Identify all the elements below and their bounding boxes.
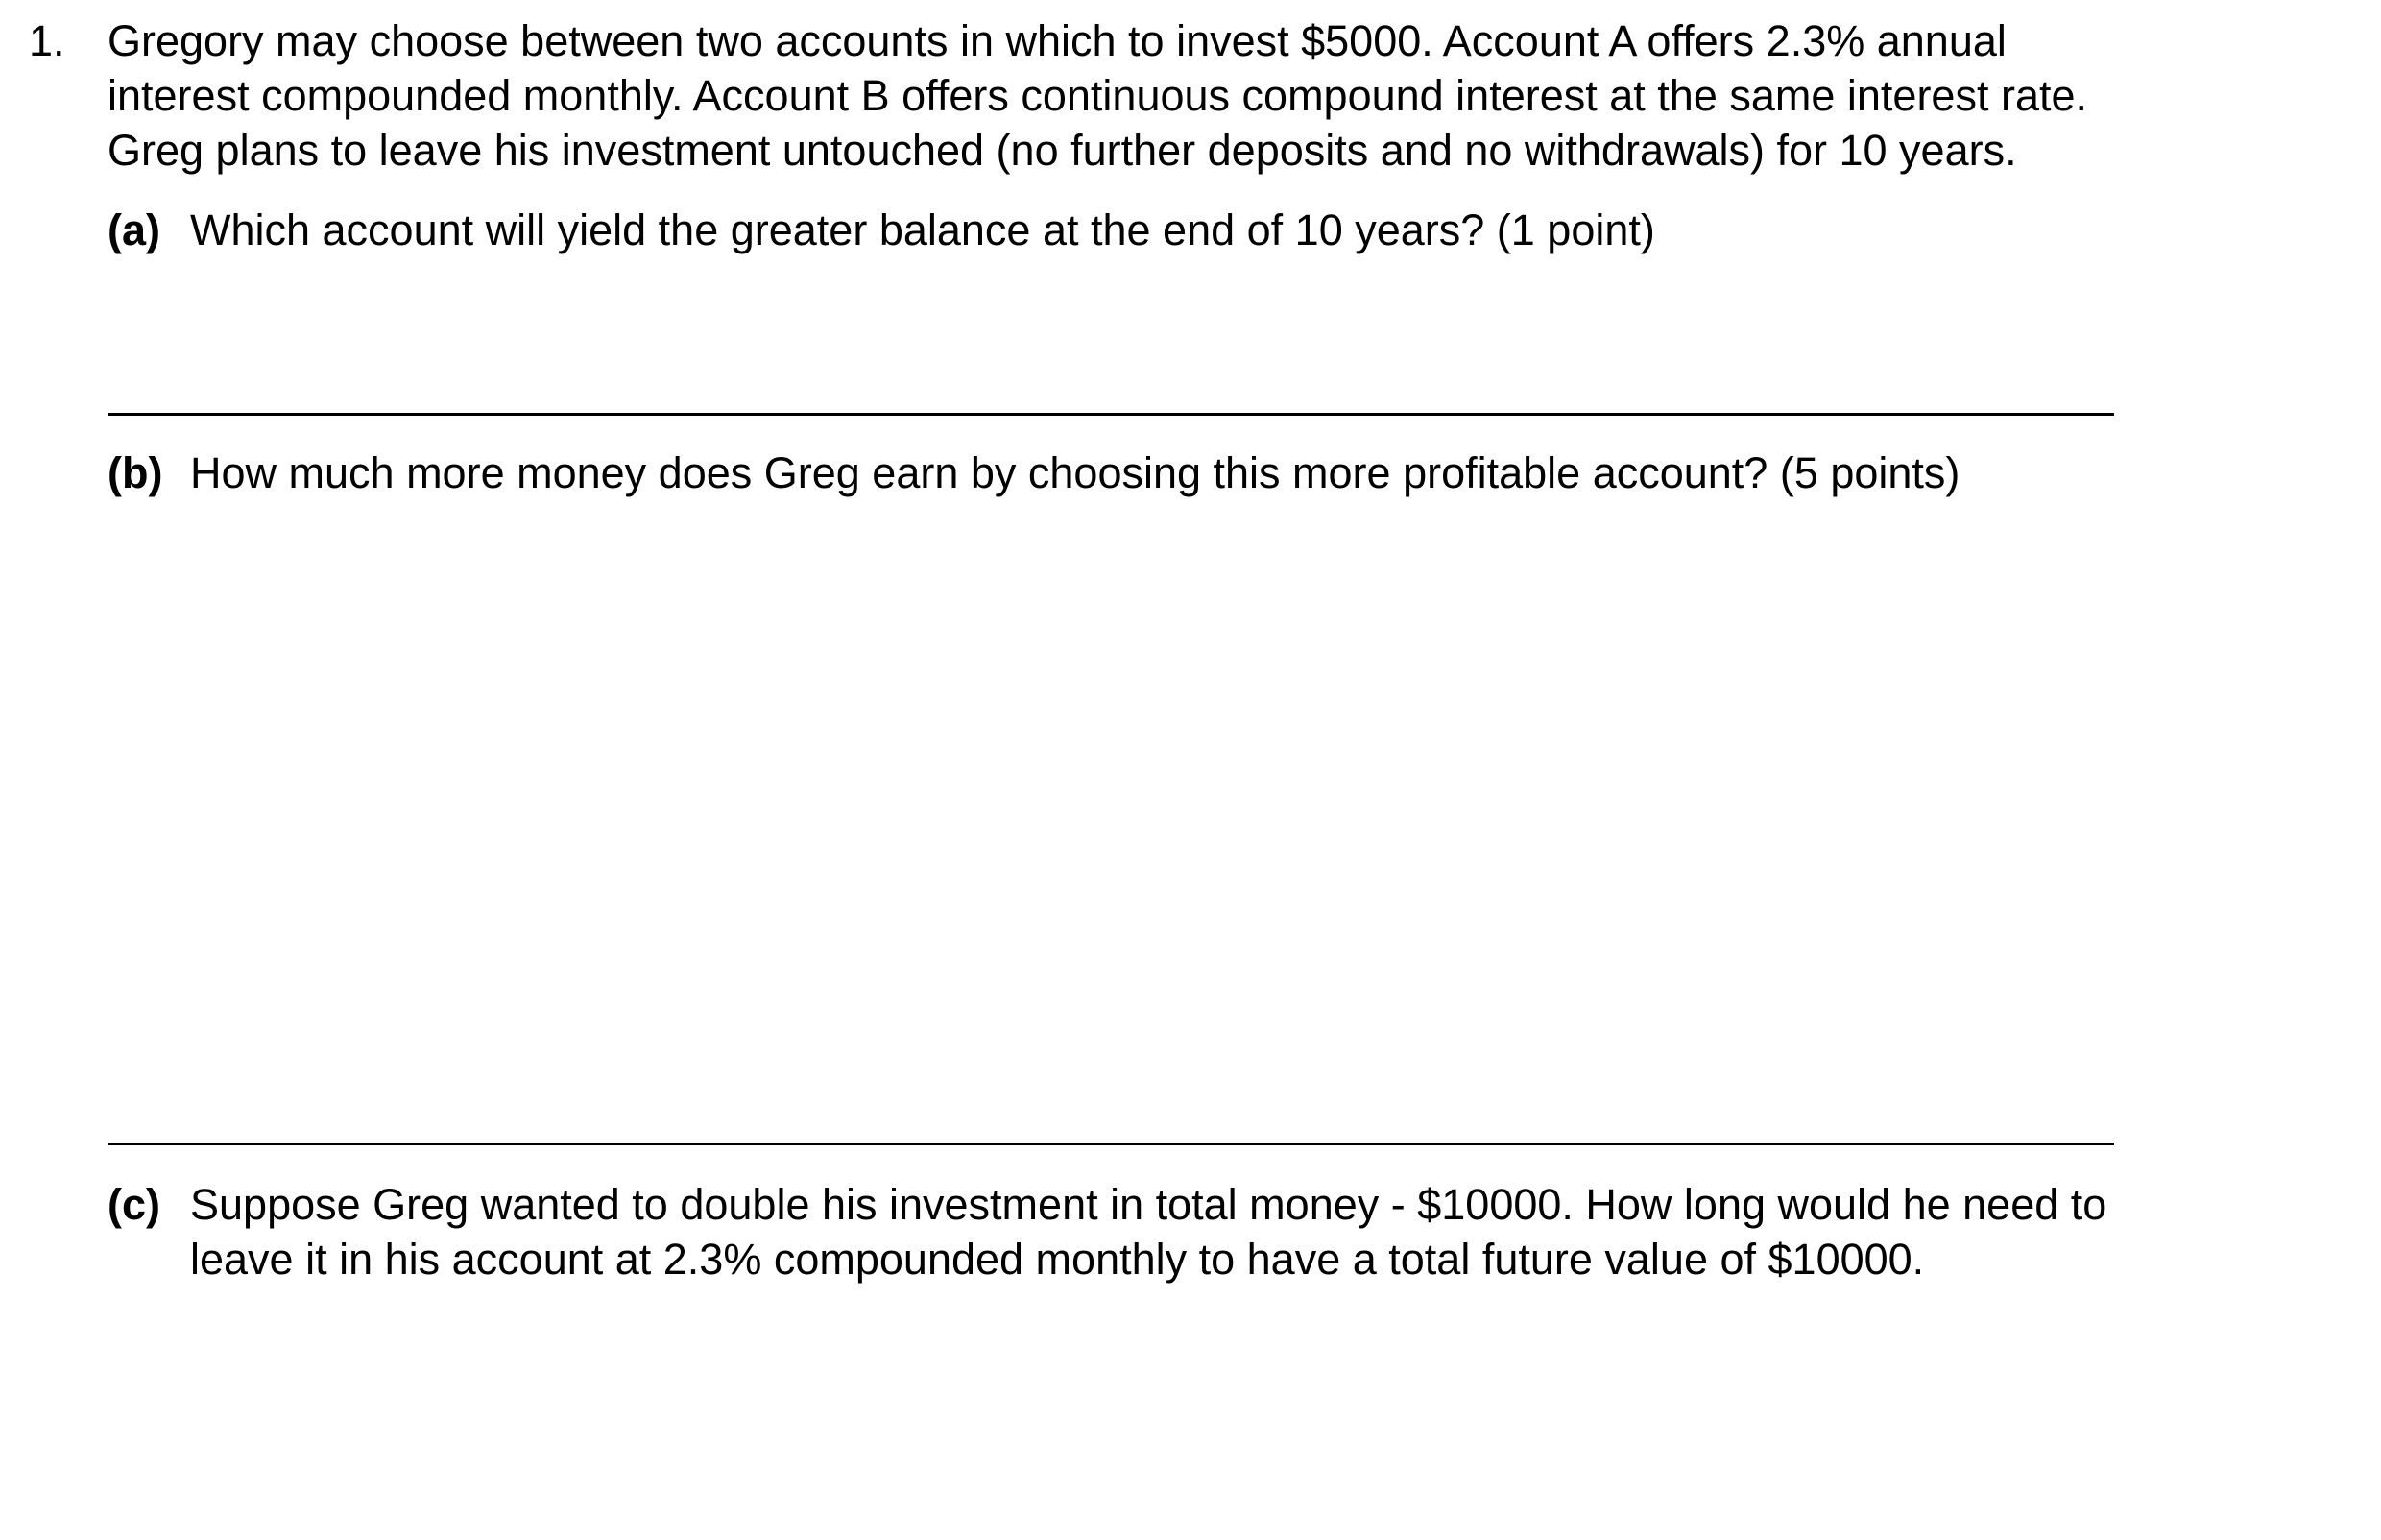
- part-c-line: Suppose Greg wanted to double his investment in total money - $10000. How long would he need to: [190, 1180, 2107, 1229]
- part-a-label: (a): [108, 205, 160, 254]
- problem-number: 1.: [29, 16, 65, 65]
- part-c-question: [190, 1177, 2106, 1287]
- problem-line: interest compounded monthly. Account B offers continuous compound interest at the same interest rate.: [108, 71, 2088, 120]
- part-a-line: Which account will yield the greater balance at the end of 10 years? (1 point): [190, 205, 1655, 254]
- problem-statement: [108, 13, 2087, 178]
- part-b-label: (b): [108, 448, 163, 497]
- part-c-line: leave it in his account at 2.3% compounded monthly to have a total future value of $10000.: [190, 1235, 1925, 1284]
- problem-line: Gregory may choose between two accounts in which to invest $5000. Account A offers 2.3% annual: [108, 16, 2007, 65]
- problem-line: Greg plans to leave his investment untouched (no further deposits and no withdrawals) for 10 years.: [108, 126, 2017, 175]
- part-b-line: How much more money does Greg earn by choosing this more profitable account? (5 points): [190, 448, 1960, 497]
- part-c-label: (c): [108, 1180, 160, 1229]
- answer-line-a: [108, 413, 2114, 416]
- part-a-question: [190, 203, 1655, 257]
- answer-line-b: [108, 1143, 2114, 1145]
- part-b-question: [190, 445, 1960, 500]
